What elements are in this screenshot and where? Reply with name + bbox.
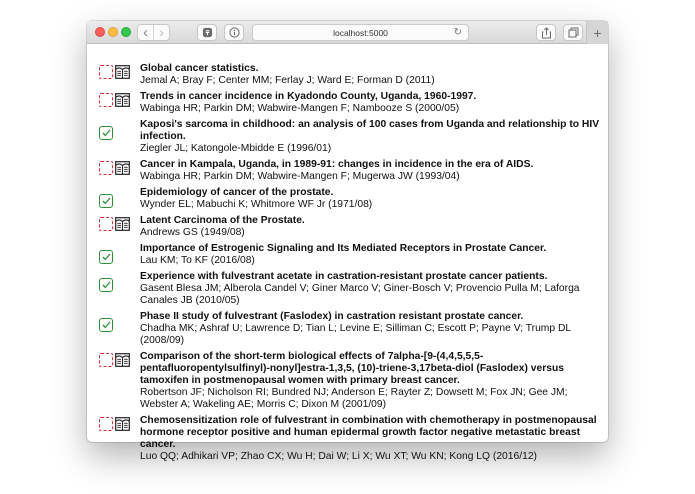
citation-entry (87, 119, 608, 155)
new-tab-button[interactable]: + (586, 21, 608, 44)
citation-authors: Lau KM; To KF (2016/08) (140, 255, 255, 266)
check-icon (102, 321, 111, 329)
citation-entry (87, 63, 608, 87)
citation-authors: Ziegler JL; Katongole-Mbidde E (1996/01) (140, 143, 332, 154)
missing-status-icon[interactable] (99, 93, 113, 107)
minimize-window-button[interactable] (108, 27, 118, 37)
share-button[interactable] (536, 24, 556, 41)
shield-icon (202, 27, 213, 38)
citation-entry (87, 187, 608, 211)
entry-status (99, 250, 113, 264)
citation-title[interactable]: Kaposi's sarcoma in childhood: an analysis of 100 cases from Uganda and relationship to HIV infection. (140, 119, 600, 142)
share-icon (541, 27, 552, 39)
citation-authors: Andrews GS (1949/08) (140, 227, 245, 238)
browser-window (87, 21, 608, 462)
citation-authors: Robertson JF; Nicholson RI; Bundred NJ; Anderson E; Rayter Z; Dowsett M; Fox JN; Gee JM; Webster A; Wakeling AE; Morris C; Dixon M (2001/09) (140, 387, 568, 410)
entry-status (99, 353, 130, 367)
checkbox-checked[interactable] (99, 126, 113, 140)
book-icon (115, 217, 130, 231)
citation-title[interactable]: Cancer in Kampala, Uganda, in 1989-91: changes in incidence in the era of AIDS. (140, 159, 534, 170)
book-icon (115, 161, 130, 175)
citation-authors: Luo QQ; Adhikari VP; Zhao CX; Wu H; Dai W; Li X; Wu XT; Wu KN; Kong LQ (2016/12) (140, 451, 537, 462)
entry-status (99, 318, 113, 332)
check-icon (102, 197, 111, 205)
citation-entry (87, 215, 608, 239)
citation-entry (87, 243, 608, 267)
missing-status-icon[interactable] (99, 65, 113, 79)
check-icon (102, 281, 111, 289)
missing-status-icon[interactable] (99, 217, 113, 231)
book-icon (115, 65, 130, 79)
chevron-left-icon: ‹ (143, 24, 148, 41)
citation-entry (87, 91, 608, 115)
citation-list (87, 45, 608, 462)
citation-title[interactable]: Epidemiology of cancer of the prostate. (140, 187, 334, 198)
citation-authors: Gasent Blesa JM; Alberola Candel V; Giner Marco V; Giner-Bosch V; Provencio Pulla M; Laforga Canales JB (2010/05) (140, 283, 580, 306)
citation-entry (87, 159, 608, 183)
check-icon (102, 129, 111, 137)
entry-status (99, 417, 130, 431)
checkbox-checked[interactable] (99, 250, 113, 264)
page-info-button[interactable] (224, 24, 244, 41)
citation-title[interactable]: Comparison of the short-term biological effects of 7alpha-[9-(4,4,5,5,5-pentafluoropentylsulfinyl)-nonyl]estra-1,3,5, (10)-triene-3,17beta-diol (Faslodex) versus tamoxifen in postmenopausal women with primary breast cancer. (140, 351, 564, 386)
checkbox-checked[interactable] (99, 318, 113, 332)
citation-title[interactable]: Phase II study of fulvestrant (Faslodex) in castration resistant prostate cancer. (140, 311, 524, 322)
book-icon (115, 93, 130, 107)
citation-title[interactable]: Trends in cancer incidence in Kyadondo County, Uganda, 1960-1997. (140, 91, 477, 102)
back-button[interactable] (138, 25, 153, 40)
citation-authors: Wabinga HR; Parkin DM; Wabwire-Mangen F; Nambooze S (2000/05) (140, 103, 460, 114)
citation-authors: Jemal A; Bray F; Center MM; Ferlay J; Ward E; Forman D (2011) (140, 75, 435, 86)
info-icon (229, 27, 240, 38)
entry-status (99, 161, 130, 175)
citation-title[interactable]: Importance of Estrogenic Signaling and Its Mediated Receptors in Prostate Cancer. (140, 243, 547, 254)
reload-icon[interactable]: ↻ (453, 27, 462, 38)
privacy-shield-button[interactable] (197, 24, 217, 41)
close-window-button[interactable] (95, 27, 105, 37)
tab-overview-button[interactable] (563, 24, 583, 41)
entry-status (99, 93, 130, 107)
citation-title[interactable]: Latent Carcinoma of the Prostate. (140, 215, 305, 226)
citation-authors: Chadha MK; Ashraf U; Lawrence D; Tian L; Levine E; Silliman C; Escott P; Payne V; Trump DL (2008/09) (140, 323, 571, 346)
entry-status (99, 278, 113, 292)
citation-title[interactable]: Global cancer statistics. (140, 63, 259, 74)
citation-title[interactable]: Chemosensitization role of fulvestrant in combination with chemotherapy in postmenopausal hormone receptor positive and human epidermal growth factor negative metastatic breast cancer. (140, 415, 597, 450)
citation-authors: Wynder EL; Mabuchi K; Whitmore WF Jr (1971/08) (140, 199, 373, 210)
book-icon (115, 417, 130, 431)
tabs-icon (568, 27, 579, 38)
missing-status-icon[interactable] (99, 417, 113, 431)
citation-entry (87, 311, 608, 347)
entry-status (99, 217, 130, 231)
citation-authors: Wabinga HR; Parkin DM; Wabwire-Mangen F; Mugerwa JW (1993/04) (140, 171, 460, 182)
citation-entry (87, 415, 608, 463)
forward-button[interactable] (153, 25, 169, 40)
zoom-window-button[interactable] (121, 27, 131, 37)
citation-entry (87, 271, 608, 307)
missing-status-icon[interactable] (99, 353, 113, 367)
url-text: localhost:5000 (333, 27, 388, 38)
checkbox-checked[interactable] (99, 278, 113, 292)
chevron-right-icon: › (159, 24, 164, 41)
entry-status (99, 194, 113, 208)
check-icon (102, 253, 111, 261)
checkbox-checked[interactable] (99, 194, 113, 208)
book-icon (115, 353, 130, 367)
missing-status-icon[interactable] (99, 161, 113, 175)
history-nav (137, 24, 170, 41)
address-bar[interactable] (252, 24, 469, 41)
entry-status (99, 65, 130, 79)
browser-toolbar (87, 21, 608, 44)
citation-entry (87, 351, 608, 411)
citation-title[interactable]: Experience with fulvestrant acetate in castration-resistant prostate cancer patients. (140, 271, 548, 282)
entry-status (99, 126, 113, 140)
